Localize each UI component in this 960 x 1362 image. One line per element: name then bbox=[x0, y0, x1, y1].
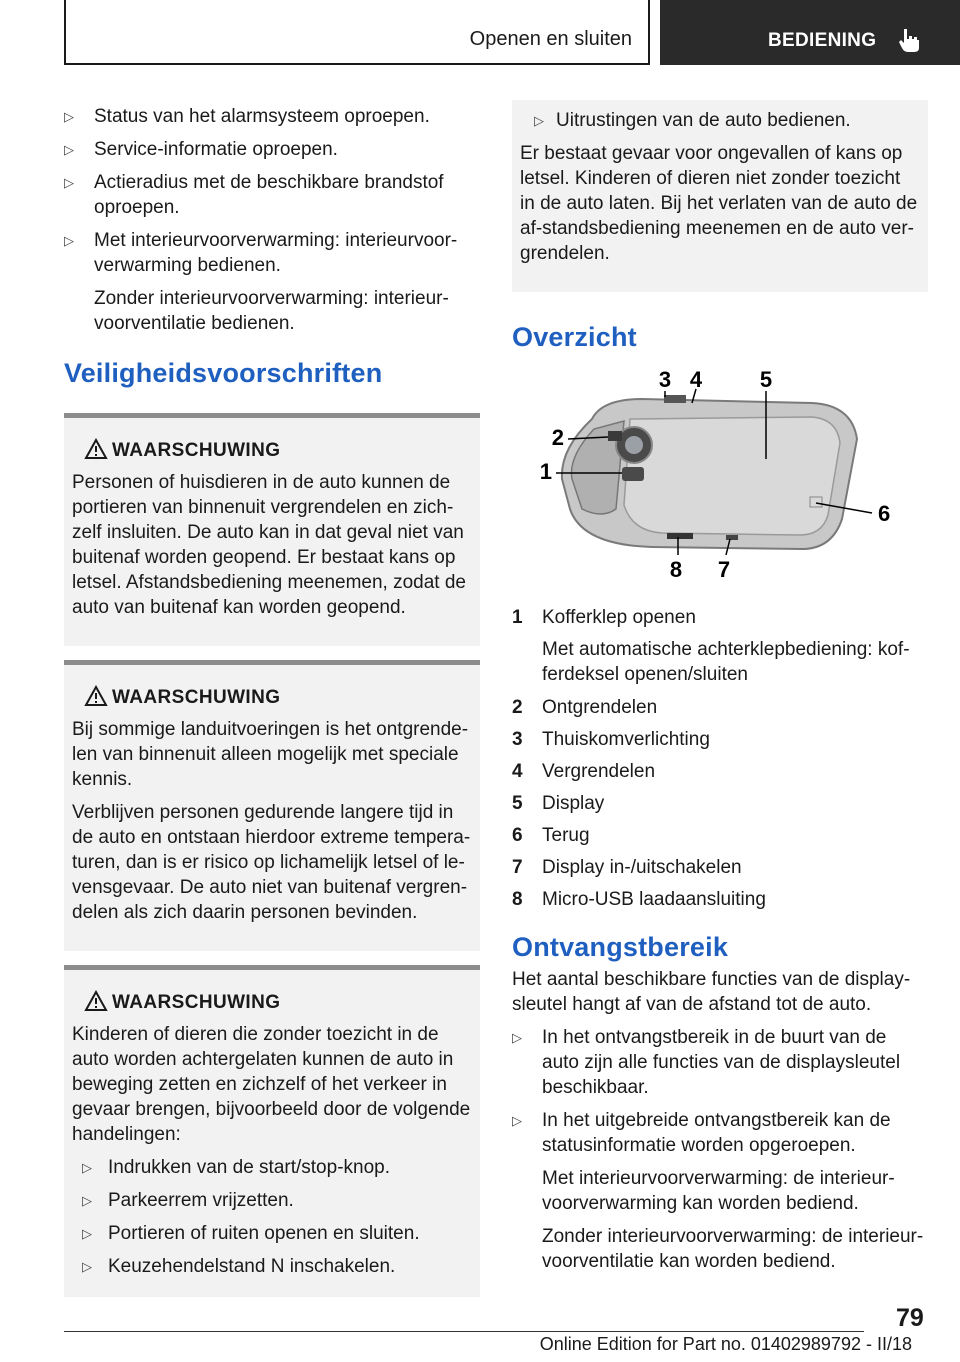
list-item: ▷ In het uitgebreide ontvangstbereik kan de statusinformatie worden opgeroepen. bbox=[512, 1110, 891, 1156]
header-divider-right bbox=[648, 0, 650, 64]
warning-box bbox=[64, 660, 480, 951]
section-heading-range: Ontvangstbereik bbox=[512, 932, 729, 962]
header-underline bbox=[64, 63, 650, 65]
header-divider-left bbox=[64, 0, 66, 64]
triangle-bullet-icon: ▷ bbox=[64, 109, 74, 124]
triangle-bullet-icon: ▷ bbox=[64, 142, 74, 157]
legend-item: 4 Vergrendelen bbox=[512, 761, 656, 782]
warning-box bbox=[64, 413, 480, 646]
triangle-bullet-icon: ▷ bbox=[512, 1030, 522, 1045]
warning-triangle-icon bbox=[84, 685, 108, 707]
legend-item: 8 Micro-USB laadaansluiting bbox=[512, 889, 766, 910]
legend-item: 7 Display in-/uitschakelen bbox=[512, 857, 742, 878]
figure-label: 7 bbox=[717, 557, 731, 582]
list-item: ▷ Keuzehendelstand N inschakelen. bbox=[82, 1256, 396, 1277]
list-item: ▷ Indrukken van de start/stop-knop. bbox=[82, 1157, 390, 1178]
footer-edition: Online Edition for Part no. 01402989792 - II/18 bbox=[539, 1334, 912, 1354]
legend-item: 3 Thuiskomverlichting bbox=[512, 729, 710, 750]
list-item: ▷ Service-informatie oproepen. bbox=[64, 139, 338, 160]
footer-rule bbox=[64, 1331, 864, 1332]
left-column bbox=[64, 100, 480, 1311]
list-item-note: Met interieurvoorverwarming: de interieur-voorverwarming kan worden bediend. bbox=[542, 1168, 895, 1214]
legend-item: 5 Display bbox=[512, 793, 605, 814]
right-column bbox=[512, 100, 928, 1282]
list-item-note: Zonder interieurvoorverwarming: de interieur-voorventilatie kan worden bediend. bbox=[542, 1226, 924, 1272]
legend-item: 2 Ontgrendelen bbox=[512, 697, 658, 718]
section-heading-safety: Veiligheidsvoorschriften bbox=[64, 358, 383, 388]
display-key-illustration bbox=[512, 369, 928, 593]
hand-pointer-icon bbox=[896, 26, 922, 54]
page-number: 79 bbox=[896, 1304, 924, 1332]
header-section-title: Openen en sluiten bbox=[469, 28, 632, 50]
warning-title: WAARSCHUWING bbox=[72, 440, 472, 462]
warning-text: Verblijven personen gedurende langere tijd in de auto en ontstaan hierdoor extreme tempera-turen, dan is er risico op lichamelijk letsel of le-vensgevaar. De auto niet van buitenaf vergren-delen als zich daarin personen bevinden. bbox=[72, 802, 471, 923]
figure-label: 8 bbox=[669, 557, 683, 582]
figure-label: 5 bbox=[759, 369, 773, 392]
figure-label: 2 bbox=[551, 425, 564, 450]
warning-box bbox=[64, 965, 480, 1297]
chapter-tab bbox=[660, 0, 960, 65]
list-item-note: Zonder interieurvoorverwarming: interieur-voorventilatie bedienen. bbox=[94, 288, 449, 334]
list-item: ▷ Status van het alarmsysteem oproepen. bbox=[64, 106, 430, 127]
list-item: ▷ Portieren of ruiten openen en sluiten. bbox=[82, 1223, 420, 1244]
warning-title: WAARSCHUWING bbox=[72, 992, 472, 1014]
triangle-bullet-icon: ▷ bbox=[82, 1160, 92, 1175]
warning-triangle-icon bbox=[84, 438, 108, 460]
figure-label: 1 bbox=[539, 459, 552, 484]
legend-list bbox=[512, 605, 928, 912]
continued-warning-box bbox=[512, 100, 928, 292]
list-item: ▷ Uitrustingen van de auto bedienen. bbox=[534, 110, 851, 131]
section-heading-overview: Overzicht bbox=[512, 322, 637, 352]
paragraph: Het aantal beschikbare functies van de display-sleutel hangt af van de afstand tot de auto. bbox=[512, 969, 911, 1015]
triangle-bullet-icon: ▷ bbox=[534, 113, 544, 128]
triangle-bullet-icon: ▷ bbox=[64, 233, 74, 248]
chapter-title: BEDIENING bbox=[768, 30, 877, 51]
triangle-bullet-icon: ▷ bbox=[64, 175, 74, 190]
warning-text: Kinderen of dieren die zonder toezicht in de auto worden achtergelaten kunnen de auto in beweging zetten en zichzelf of het verkeer in gevaar brengen, bijvoorbeeld door de volgende handelingen: bbox=[72, 1024, 471, 1145]
legend-item: 6 Terug bbox=[512, 825, 590, 846]
list-item: ▷ Parkeerrem vrijzetten. bbox=[82, 1190, 294, 1211]
warning-text: Personen of huisdieren in de auto kunnen de portieren van binnenuit vergrendelen en zich-zelf insluiten. De auto kan in dat geval niet van buitenaf worden geopend. Er bestaat kans op letsel. Afstandsbediening meenemen, zodat de auto van buitenaf kan worden geopend. bbox=[72, 472, 466, 618]
legend-item: 1 Kofferklep openen bbox=[512, 607, 696, 628]
legend-item-note: Met automatische achterklepbediening: kof-ferdeksel openen/sluiten bbox=[542, 639, 910, 685]
figure-label: 4 bbox=[689, 369, 703, 392]
warning-text: Er bestaat gevaar voor ongevallen of kans op letsel. Kinderen of dieren niet zonder toezicht in de auto laten. Bij het verlaten van de auto de af-standsbediening meenemen en de auto ver-grendelen. bbox=[520, 143, 918, 264]
warning-text: Bij sommige landuitvoeringen is het ontgrende-len van binnenuit alleen mogelijk met speciale kennis. bbox=[72, 719, 469, 790]
triangle-bullet-icon: ▷ bbox=[82, 1193, 92, 1208]
triangle-bullet-icon: ▷ bbox=[82, 1226, 92, 1241]
warning-triangle-icon bbox=[84, 990, 108, 1012]
list-item: ▷ Met interieurvoorverwarming: interieurvoor-verwarming bedienen. bbox=[64, 230, 458, 276]
figure-label: 6 bbox=[878, 501, 891, 526]
warning-title: WAARSCHUWING bbox=[72, 687, 472, 709]
triangle-bullet-icon: ▷ bbox=[512, 1113, 522, 1128]
display-key-drawing bbox=[512, 369, 928, 593]
figure-label: 3 bbox=[658, 369, 672, 392]
list-item: ▷ Actieradius met de beschikbare brandstof oproepen. bbox=[64, 172, 444, 218]
list-item: ▷ In het ontvangstbereik in de buurt van de auto zijn alle functies van de displaysleutel beschikbaar. bbox=[512, 1027, 901, 1098]
triangle-bullet-icon: ▷ bbox=[82, 1259, 92, 1274]
